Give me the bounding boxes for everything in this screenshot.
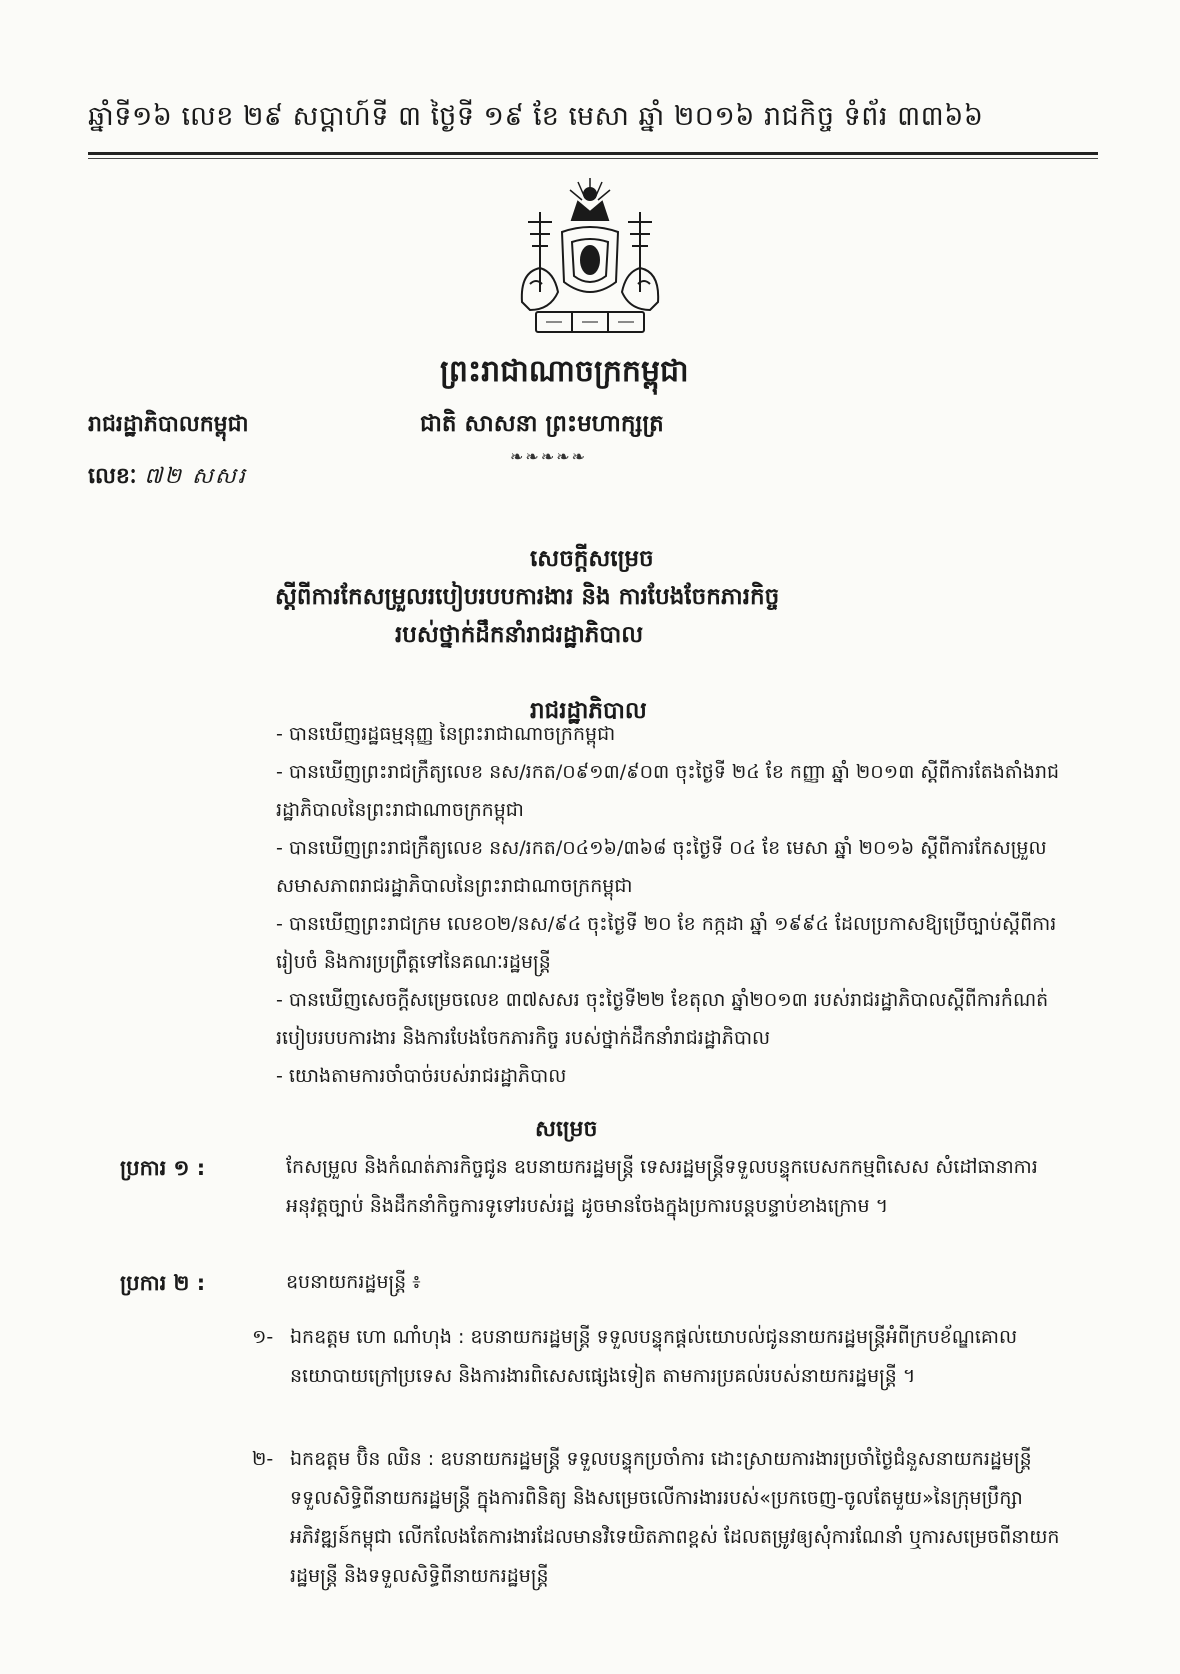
consideration-item: - យោងតាមការចាំបាច់របស់រាជរដ្ឋាភិបាល [276, 1065, 567, 1087]
article-1-text: កែសម្រួល និងកំណត់ភារកិច្ចជូន ឧបនាយករដ្ឋមន្ត្រី ទេសរដ្ឋមន្ត្រីទទួលបន្ទុកបេសកកម្មពិសេស សំដៅធានាការអនុវត្តច្បាប់ និងដឹកនាំកិច្ចការទូទៅរបស់រដ្ឋ ដូចមានចែងក្នុងប្រការបន្តបន្ទាប់ខាងក្រោម ។ [286, 1156, 1038, 1217]
decision-subtitle-1: ស្តីពីការកែសម្រួលរបៀបរបបការងារ និង ការបែងចែកភារកិច្ច [275, 584, 780, 610]
consideration-item: - បានឃើញព្រះរាជក្រឹត្យលេខ នស/រកត/០៤១៦/៣៦៨ ចុះថ្ងៃទី ០៤ ខែ មេសា ឆ្នាំ ២០១៦ ស្តីពីការកែសម្រួលសមាសភាពរាជរដ្ឋាភិបាលនៃព្រះរាជាណាចក្រកម្ពុជា [276, 837, 1047, 897]
sub-item-1-text: ឯកឧត្តម ហោ ណាំហុង : ឧបនាយករដ្ឋមន្ត្រី ទទួលបន្ទុកផ្តល់យោបល់ជូននាយករដ្ឋមន្ត្រីអំពីក្របខ័ណ្ឌគោលនយោបាយក្រៅប្រទេស និងការងារពិសេសផ្សេងទៀត តាមការប្រគល់របស់នាយករដ្ឋមន្ត្រី ។ [290, 1326, 1018, 1387]
ornament-divider: ❧❧❧❧❧ [510, 447, 588, 466]
consideration-item: - បានឃើញព្រះរាជក្រម លេខ០២/នស/៩៤ ចុះថ្ងៃទី ២០ ខែ កក្កដា ឆ្នាំ ១៩៩៤ ដែលប្រកាសឱ្យប្រើច្បាប់ស្តីពីការរៀបចំ និងការប្រព្រឹត្តទៅនៃគណៈរដ្ឋមន្ត្រី [276, 913, 1057, 973]
consideration-item: - បានឃើញសេចក្តីសម្រេចលេខ ៣៧សសរ ចុះថ្ងៃទី២២ ខែតុលា ឆ្នាំ២០១៣ របស់រាជរដ្ឋាភិបាលស្តីពីការកំណត់របៀបរបបការងារ និងការបែងចែកភារកិច្ច របស់ថ្នាក់ដឹកនាំរាជរដ្ឋាភិបាល [276, 989, 1049, 1049]
decides-heading: សម្រេច [535, 1117, 598, 1142]
article-1-label: ប្រការ ១ : [120, 1156, 206, 1180]
sub-item-2-text: ឯកឧត្តម ប៊ិន ឈិន : ឧបនាយករដ្ឋមន្ត្រី ទទួលបន្ទុកប្រចាំការ ដោះស្រាយការងារប្រចាំថ្ងៃជំនួសនាយករដ្ឋមន្ត្រី ទទួលសិទ្ធិពីនាយករដ្ឋមន្ត្រី ក្នុងការពិនិត្យ និងសម្រេចលើការងាររបស់«ប្រកចេញ-ចូលតែមួយ»នៃក្រុមប្រឹក្សាអភិវឌ្ឍន៍កម្ពុជា លើកលែងតែការងារដែលមានវិទេយិតភាពខ្ពស់ ដែលតម្រូវឲ្យសុំការណែនាំ ឬការសម្រេចពីនាយករដ្ឋមន្ត្រី និងទទួលសិទ្ធិពីនាយករដ្ឋមន្ត្រី [290, 1448, 1060, 1587]
article-2-label: ប្រការ ២ : [120, 1271, 206, 1295]
considerations-list [276, 715, 1066, 1095]
consideration-item: - បានឃើញរដ្ឋធម្មនុញ្ញ នៃព្រះរាជាណាចក្រកម្ពុជា [276, 723, 616, 745]
header-rule-thin [88, 158, 1098, 159]
article-2-text: ឧបនាយករដ្ឋមន្ត្រី ៖ [286, 1271, 421, 1293]
decision-title: សេចក្តីសម្រេច [530, 546, 654, 572]
decision-subtitle-2: របស់ថ្នាក់ដឹកនាំរាជរដ្ឋាភិបាល [395, 622, 644, 648]
kingdom-title: ព្រះរាជាណាចក្រកម្ពុជា [440, 354, 689, 389]
national-motto: ជាតិ សាសនា ព្រះមហាក្សត្រ [420, 411, 664, 437]
government-left-heading: រាជរដ្ឋាភិបាលកម្ពុជា [88, 412, 249, 437]
royal-emblem-icon [500, 172, 680, 342]
sub-item-2-number: ២- [252, 1448, 274, 1470]
document-number-label: លេខៈ [88, 464, 137, 489]
government-center-heading: រាជរដ្ឋាភិបាល [530, 698, 647, 724]
sub-item-1-number: ១- [252, 1326, 274, 1348]
consideration-item: - បានឃើញព្រះរាជក្រឹត្យលេខ នស/រកត/០៩១៣/៩០៣ ចុះថ្ងៃទី ២៤ ខែ កញ្ញា ឆ្នាំ ២០១៣ ស្តីពីការតែងតាំងរាជរដ្ឋាភិបាលនៃព្រះរាជាណាចក្រកម្ពុជា [276, 761, 1060, 821]
header-rule [88, 152, 1098, 155]
document-number [88, 462, 247, 494]
gazette-header: ឆ្នាំទី១៦ លេខ ២៩ សប្តាហ៍ទី ៣ ថ្ងៃទី ១៩ ខែ មេសា ឆ្នាំ ២០១៦ រាជកិច្ច ទំព័រ ៣៣៦៦ [88, 101, 984, 132]
document-number-value: ៧២ សសរ [144, 464, 247, 489]
